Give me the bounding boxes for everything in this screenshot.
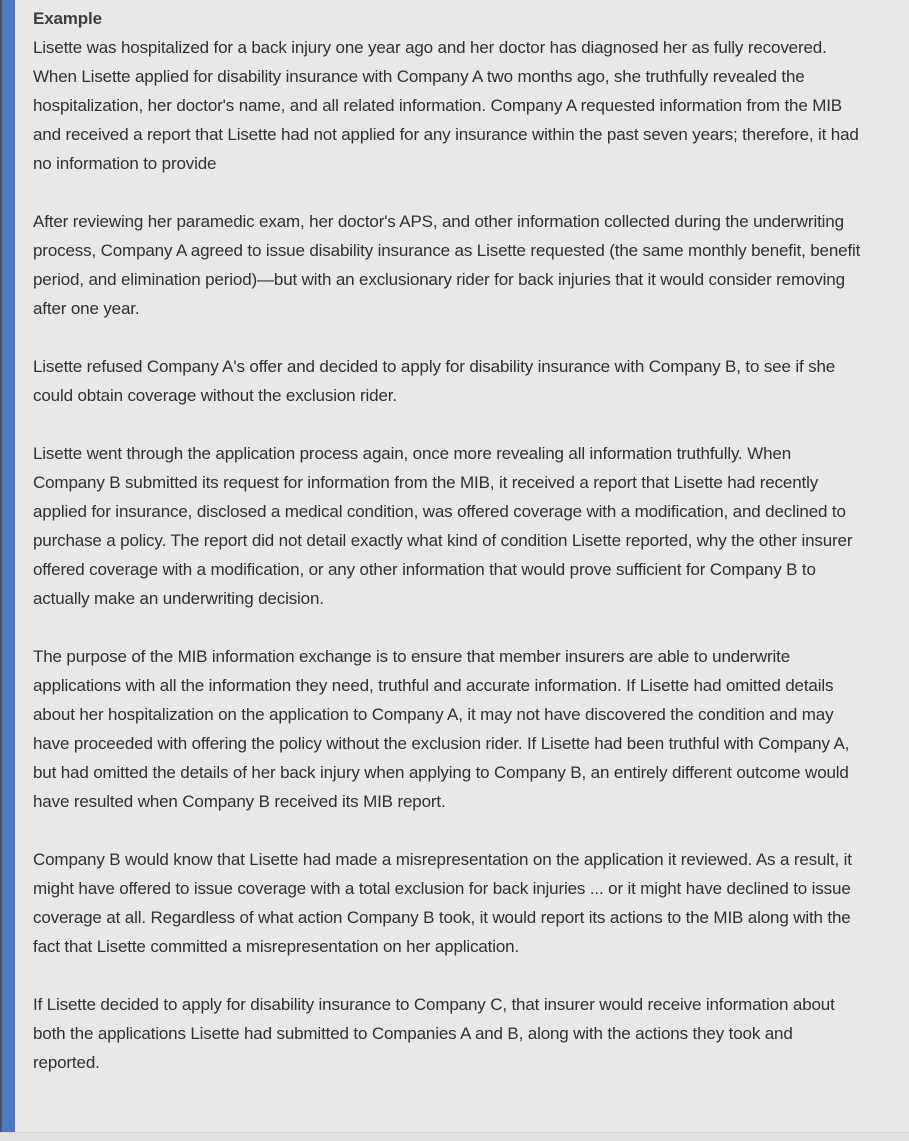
paragraph-mib-purpose: The purpose of the MIB information exchange is to ensure that member insurers are able to underwrite applications with all the information they need, truthful and accurate information. If Lisette had omitted details about her hospitalization on the application to Company A, it may not have discovered the condition and may have proceeded with offering the policy without the exclusion rider. If Lisette had been truthful with Company A, but had omitted the details of her back injury when applying to Company B, an entirely different outcome would have resulted when Company B received its MIB report. xyxy=(33,647,850,811)
paragraph-company-a-offer: After reviewing her paramedic exam, her doctor's APS, and other information collected during the underwriting process, Company A agreed to issue disability insurance as Lisette requested (the same monthly benefit, benefit period, and elimination period)—but with an exclusionary rider for back injuries that it would consider removing after one year. xyxy=(33,212,861,318)
paragraph-company-b-mib-report: Lisette went through the application process again, once more revealing all information truthfully. When Company B submitted its request for information from the MIB, it received a report that Lisette had recently applied for insurance, disclosed a medical condition, was offered coverage with a modification, and declined to purchase a policy. The report did not detail exactly what kind of condition Lisette reported, why the other insurer offered coverage with a modification, or any other information that would prove sufficient for Company B to actually make an underwriting decision. xyxy=(33,444,853,608)
paragraph-scenario-company-a: Lisette was hospitalized for a back injury one year ago and her doctor has diagnosed her as fully recovered. When Lisette applied for disability insurance with Company A two months ago, she truthfully revealed the hospitalization, her doctor's name, and all related information. Company A requested information from the MIB and received a report that Lisette had not applied for any insurance within the past seven years; therefore, it had no information to provide xyxy=(33,38,859,173)
paragraph-refusal-apply-company-b: Lisette refused Company A's offer and decided to apply for disability insurance with Company B, to see if she could obtain coverage without the exclusion rider. xyxy=(33,357,836,405)
left-accent-bar xyxy=(2,0,15,1139)
example-content xyxy=(15,0,878,1077)
example-heading: Example xyxy=(33,9,102,28)
panel-bottom-strip xyxy=(0,1132,909,1141)
paragraph-company-b-consequences: Company B would know that Lisette had made a misrepresentation on the application it reviewed. As a result, it might have offered to issue coverage with a total exclusion for back injuries ... or it might have declined to issue coverage at all. Regardless of what action Company B took, it would report its actions to the MIB along with the fact that Lisette committed a misrepresentation on her application. xyxy=(33,850,852,956)
paragraph-company-c: If Lisette decided to apply for disability insurance to Company C, that insurer would receive information about both the applications Lisette had submitted to Companies A and B, along with the actions they took and reported. xyxy=(33,995,835,1072)
